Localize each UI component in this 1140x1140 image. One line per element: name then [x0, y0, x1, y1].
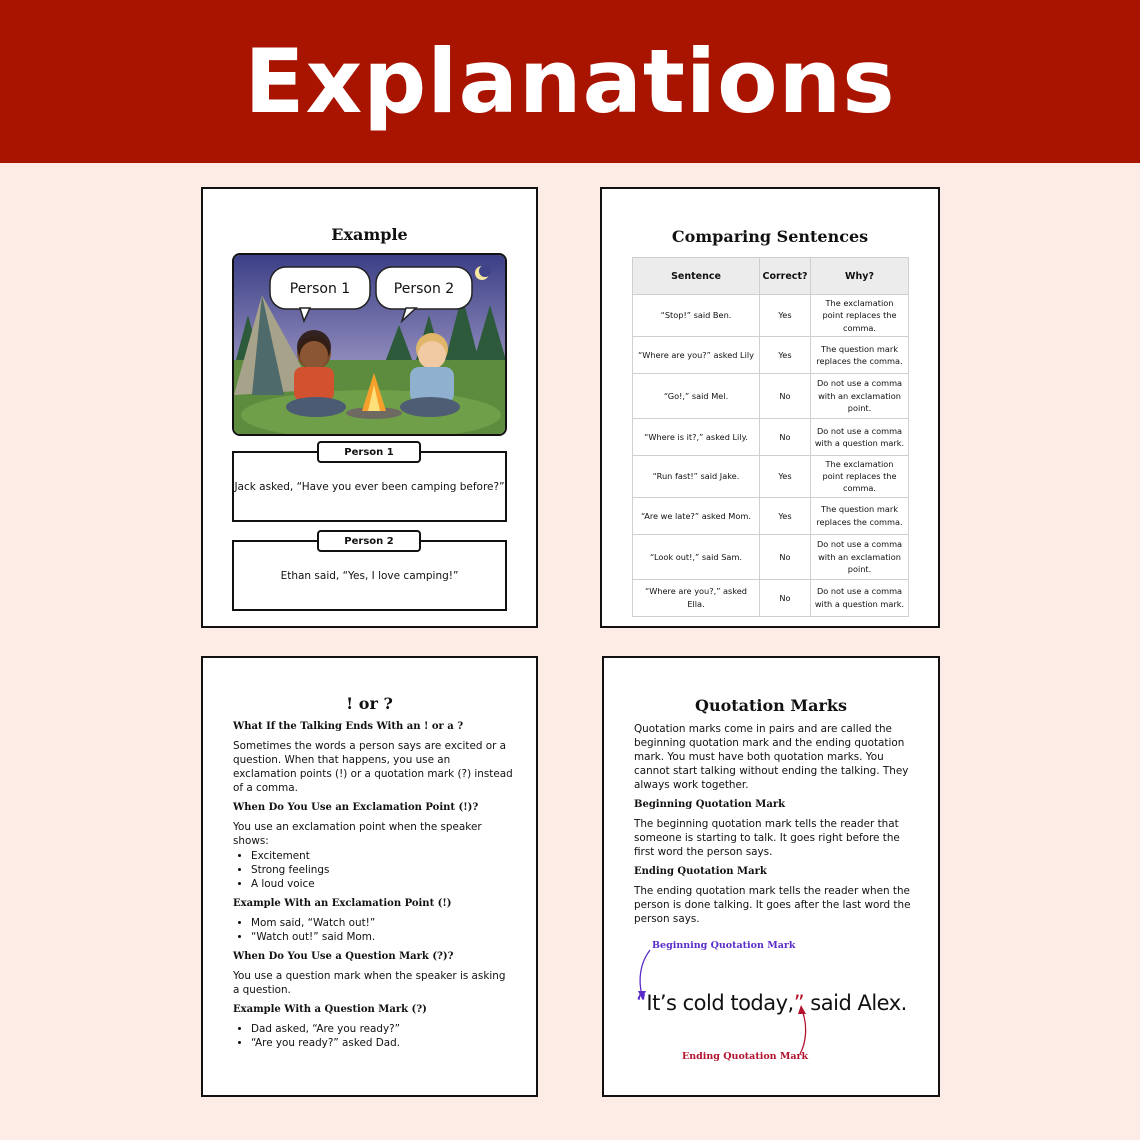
quotes-heading-1: Beginning Quotation Mark: [634, 799, 786, 810]
compare-title: Comparing Sentences: [671, 227, 869, 246]
example-sentence: [636, 991, 907, 1015]
banner: [0, 0, 1140, 163]
cell-correct: Yes: [760, 455, 811, 497]
cell-sentence: “Go!,” said Mel.: [633, 373, 760, 418]
cell-sentence: “Stop!” said Ben.: [633, 295, 760, 337]
bubble-person-2: Person 2: [393, 281, 455, 297]
cell-why: The exclamation point replaces the comma.: [811, 295, 909, 337]
cell-sentence: “Where are you?,” asked Ella.: [633, 579, 760, 616]
cell-why: The question mark replaces the comma.: [811, 497, 909, 534]
list-item: • Dad asked, “Are you ready?”: [251, 1022, 514, 1036]
quotes-title: Quotation Marks: [695, 696, 847, 715]
exclaim-list-3: [251, 1022, 514, 1050]
exclaim-list-1: [251, 849, 514, 891]
table-row: [633, 373, 909, 418]
cell-sentence: “Where are you?” asked Lily: [633, 336, 760, 373]
cell-sentence: “Run fast!” said Jake.: [633, 455, 760, 497]
banner-title: Explanations: [244, 30, 896, 133]
cell-why: The exclamation point replaces the comma.: [811, 455, 909, 497]
exclaim-paragraph-3: You use a question mark when the speaker is asking a question.: [233, 970, 506, 996]
compare-table: [632, 257, 909, 617]
quote-arrows: [604, 658, 940, 1097]
quotes-paragraph-1: Quotation marks come in pairs and are called the beginning quotation mark and the ending quotation mark. You must have both quotation marks. You cannot start talking without ending the talking. They always work together.: [634, 723, 909, 791]
opening-quote: “: [636, 991, 647, 1015]
header-sentence: Sentence: [633, 258, 760, 295]
example-title: Example: [331, 225, 408, 244]
dialog-text-1: Jack asked, “Have you ever been camping before?”: [234, 480, 505, 493]
dialog-tag-2: Person 2: [317, 530, 421, 552]
cell-correct: Yes: [760, 336, 811, 373]
table-row: [633, 455, 909, 497]
cell-correct: No: [760, 373, 811, 418]
cell-why: Do not use a comma with an exclamation point.: [811, 373, 909, 418]
list-item: • Mom said, “Watch out!”: [251, 916, 514, 930]
exclaim-heading-2: When Do You Use an Exclamation Point (!)?: [233, 802, 479, 813]
table-row: [633, 579, 909, 616]
table-row: [633, 418, 909, 455]
cell-sentence: “Look out!,” said Sam.: [633, 534, 760, 579]
beginning-quote-label: Beginning Quotation Mark: [652, 940, 796, 951]
quotes-paragraph-3: The ending quotation mark tells the reader when the person is done talking. It goes after the last word the person says.: [634, 885, 911, 925]
quotes-heading-2: Ending Quotation Mark: [634, 866, 767, 877]
example-card: [201, 187, 538, 628]
header-correct: Correct?: [760, 258, 811, 295]
compare-card: [600, 187, 940, 628]
table-row: [633, 295, 909, 337]
table-row: [633, 336, 909, 373]
exclaim-card: [201, 656, 538, 1097]
cell-sentence: “Where is it?,” asked Lily.: [633, 418, 760, 455]
list-item: • “Watch out!” said Mom.: [251, 930, 514, 944]
header-why: Why?: [811, 258, 909, 295]
exclaim-paragraph-2: You use an exclamation point when the speaker shows:: [233, 821, 482, 847]
list-item: • “Are you ready?” asked Dad.: [251, 1036, 514, 1050]
list-item: • Strong feelings: [251, 863, 514, 877]
cell-correct: No: [760, 534, 811, 579]
exclaim-heading-1: What If the Talking Ends With an ! or a ?: [233, 721, 464, 732]
quotes-paragraph-2: The beginning quotation mark tells the reader that someone is starting to talk. It goes right before the first word the person says.: [634, 818, 900, 858]
cell-why: Do not use a comma with an exclamation point.: [811, 534, 909, 579]
exclaim-body: [233, 718, 514, 1054]
ending-quote-label: Ending Quotation Mark: [682, 1051, 809, 1062]
campfire-illustration: [232, 253, 507, 436]
dialog-tag-1: Person 1: [317, 441, 421, 463]
list-item: • Excitement: [251, 849, 514, 863]
cell-correct: Yes: [760, 497, 811, 534]
exclaim-heading-3: Example With an Exclamation Point (!): [233, 898, 452, 909]
sentence-rest: said Alex.: [804, 991, 907, 1015]
exclaim-heading-5: Example With a Question Mark (?): [233, 1004, 427, 1015]
exclaim-list-2: [251, 916, 514, 944]
cell-correct: Yes: [760, 295, 811, 337]
cell-why: Do not use a comma with a question mark.: [811, 418, 909, 455]
dialog-text-2: Ethan said, “Yes, I love camping!”: [280, 569, 459, 582]
quotes-card: [602, 656, 940, 1097]
cell-why: The question mark replaces the comma.: [811, 336, 909, 373]
table-row: [633, 497, 909, 534]
list-item: • A loud voice: [251, 877, 514, 891]
bubble-person-1: Person 1: [289, 281, 351, 297]
cell-correct: No: [760, 418, 811, 455]
cell-correct: No: [760, 579, 811, 616]
cell-why: Do not use a comma with a question mark.: [811, 579, 909, 616]
cell-sentence: “Are we late?” asked Mom.: [633, 497, 760, 534]
exclaim-title: ! or ?: [346, 694, 393, 713]
closing-quote: ”: [793, 991, 805, 1015]
exclaim-heading-4: When Do You Use a Question Mark (?)?: [233, 951, 454, 962]
table-row: [633, 534, 909, 579]
exclaim-paragraph-1: Sometimes the words a person says are excited or a question. When that happens, you use an exclamation points (!) or a quotation mark (?) instead of a comma.: [233, 740, 513, 794]
sentence-body: It’s cold today,: [646, 991, 794, 1015]
